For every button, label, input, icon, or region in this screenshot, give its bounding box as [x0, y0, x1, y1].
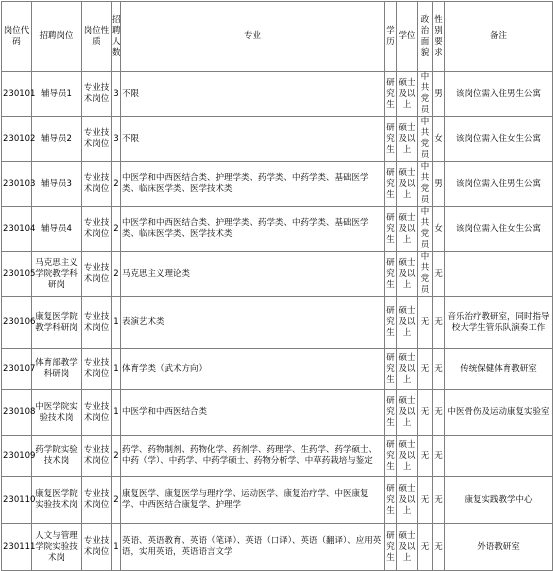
remarks-cell: 康复实践教学中心 [445, 477, 553, 524]
table-row [2, 390, 553, 436]
degree-cell: 硕士及以上 [397, 524, 418, 571]
major-cell: 药学、药物制剂、药物化学、药剂学、药理学、生药学、药学硕士、中药（学）、中药学、中药学硕士、药物分析学、中草药栽培与鉴定 [121, 436, 385, 477]
political-cell: 中共党员 [418, 117, 433, 162]
nature-cell: 专业技术岗位 [82, 72, 112, 117]
table-row [2, 477, 553, 524]
table-row [2, 207, 553, 252]
education-cell: 研究生 [385, 390, 397, 436]
political-cell: 中共党员 [418, 252, 433, 297]
gender-cell: 女 [433, 117, 445, 162]
code-cell: 230111 [2, 524, 32, 571]
nature-cell: 专业技术岗位 [82, 117, 112, 162]
political-cell: 中共党员 [418, 207, 433, 252]
count-cell: 2 [112, 477, 121, 524]
table-row [2, 162, 553, 207]
nature-cell: 专业技术岗位 [82, 477, 112, 524]
education-cell: 研究生 [385, 436, 397, 477]
nature-cell: 专业技术岗位 [82, 162, 112, 207]
political-cell: 中共党员 [418, 162, 433, 207]
education-cell: 研究生 [385, 162, 397, 207]
major-cell: 马克思主义理论类 [121, 252, 385, 297]
header-gender: 性别要求 [433, 2, 445, 72]
count-cell: 2 [112, 252, 121, 297]
recruitment-table [1, 1, 553, 571]
post-cell: 辅导员1 [32, 72, 82, 117]
nature-cell: 专业技术岗位 [82, 349, 112, 390]
code-cell: 230107 [2, 349, 32, 390]
post-cell: 康复医学院实验技术岗 [32, 477, 82, 524]
gender-cell: 男 [433, 162, 445, 207]
remarks-cell: 传统保健体育教研室 [445, 349, 553, 390]
major-cell: 英语、英语教育、英语（笔译）、英语（口译）、英语（翻译）、应用英语，实用英语，英语语言文学 [121, 524, 385, 571]
post-cell: 中医学院实验技术岗 [32, 390, 82, 436]
education-cell: 研究生 [385, 252, 397, 297]
degree-cell: 硕士及以上 [397, 117, 418, 162]
code-cell: 230109 [2, 436, 32, 477]
education-cell: 研究生 [385, 207, 397, 252]
remarks-cell: 该岗位需入住男生公寓 [445, 72, 553, 117]
education-cell: 研究生 [385, 349, 397, 390]
table-row [2, 436, 553, 477]
education-cell: 研究生 [385, 72, 397, 117]
post-cell: 体育部教学科研岗 [32, 349, 82, 390]
education-cell: 研究生 [385, 524, 397, 571]
code-cell: 230104 [2, 207, 32, 252]
political-cell: 无 [418, 477, 433, 524]
code-cell: 230110 [2, 477, 32, 524]
education-cell: 研究生 [385, 477, 397, 524]
political-cell: 中共党员 [418, 72, 433, 117]
degree-cell: 硕士及以上 [397, 349, 418, 390]
remarks-cell: 外语教研室 [445, 524, 553, 571]
header-major: 专业 [121, 2, 385, 72]
header-count: 招聘人数 [112, 2, 121, 72]
table-row [2, 349, 553, 390]
header-education: 学历 [385, 2, 397, 72]
remarks-cell [445, 252, 553, 297]
degree-cell: 硕士及以上 [397, 297, 418, 349]
gender-cell: 男 [433, 72, 445, 117]
table-row [2, 72, 553, 117]
header-political: 政治面貌 [418, 2, 433, 72]
degree-cell: 硕士及以上 [397, 477, 418, 524]
gender-cell: 无 [433, 252, 445, 297]
code-cell: 230106 [2, 297, 32, 349]
header-remarks: 备注 [445, 2, 553, 72]
header-degree: 学位 [397, 2, 418, 72]
post-cell: 药学院实验技术岗 [32, 436, 82, 477]
table-row [2, 252, 553, 297]
political-cell: 无 [418, 349, 433, 390]
header-nature: 岗位性质 [82, 2, 112, 72]
header-post: 招聘岗位 [32, 2, 82, 72]
count-cell: 2 [112, 207, 121, 252]
major-cell: 康复医学、康复医学与理疗学、运动医学、康复治疗学、中医康复学、中西医结合康复学、护理学 [121, 477, 385, 524]
major-cell: 不限 [121, 72, 385, 117]
remarks-cell: 中医骨伤及运动康复实验室 [445, 390, 553, 436]
major-cell: 中医学和中西医结合类 [121, 390, 385, 436]
post-cell: 辅导员4 [32, 207, 82, 252]
degree-cell: 硕士及以上 [397, 72, 418, 117]
count-cell: 1 [112, 297, 121, 349]
count-cell: 1 [112, 349, 121, 390]
gender-cell: 无 [433, 349, 445, 390]
post-cell: 人文与管理学院实验技术岗 [32, 524, 82, 571]
remarks-cell [445, 436, 553, 477]
political-cell: 无 [418, 297, 433, 349]
major-cell: 表演艺术类 [121, 297, 385, 349]
header-code: 岗位代码 [2, 2, 32, 72]
gender-cell: 无 [433, 297, 445, 349]
degree-cell: 硕士及以上 [397, 162, 418, 207]
gender-cell: 无 [433, 477, 445, 524]
political-cell: 无 [418, 390, 433, 436]
count-cell: 1 [112, 390, 121, 436]
major-cell: 不限 [121, 117, 385, 162]
major-cell: 中医学和中西医结合类、护理学类、药学类、中药学类、基础医学类、临床医学类、医学技术类 [121, 207, 385, 252]
code-cell: 230101 [2, 72, 32, 117]
count-cell: 3 [112, 117, 121, 162]
remarks-cell: 音乐治疗教研室，同时指导校大学生管乐队演奏工作 [445, 297, 553, 349]
post-cell: 马克思主义学院教学科研岗 [32, 252, 82, 297]
code-cell: 230103 [2, 162, 32, 207]
post-cell: 辅导员2 [32, 117, 82, 162]
remarks-cell: 该岗位需入住女生公寓 [445, 117, 553, 162]
degree-cell: 硕士及以上 [397, 436, 418, 477]
nature-cell: 专业技术岗位 [82, 524, 112, 571]
count-cell: 2 [112, 436, 121, 477]
nature-cell: 专业技术岗位 [82, 207, 112, 252]
remarks-cell: 该岗位需入住男生公寓 [445, 162, 553, 207]
remarks-cell: 该岗位需入住女生公寓 [445, 207, 553, 252]
nature-cell: 专业技术岗位 [82, 390, 112, 436]
header-row [2, 2, 553, 72]
political-cell: 无 [418, 436, 433, 477]
major-cell: 中医学和中西医结合类、护理学类、药学类、中药学类、基础医学类、临床医学类、医学技术类 [121, 162, 385, 207]
post-cell: 辅导员3 [32, 162, 82, 207]
gender-cell: 女 [433, 207, 445, 252]
code-cell: 230108 [2, 390, 32, 436]
major-cell: 体育学类（武术方向） [121, 349, 385, 390]
degree-cell: 硕士及以上 [397, 252, 418, 297]
table-row [2, 117, 553, 162]
post-cell: 康复医学院教学科研岗 [32, 297, 82, 349]
degree-cell: 硕士及以上 [397, 207, 418, 252]
gender-cell: 无 [433, 524, 445, 571]
gender-cell: 无 [433, 436, 445, 477]
count-cell: 1 [112, 524, 121, 571]
degree-cell: 硕士及以上 [397, 390, 418, 436]
political-cell: 无 [418, 524, 433, 571]
code-cell: 230102 [2, 117, 32, 162]
education-cell: 研究生 [385, 297, 397, 349]
nature-cell: 专业技术岗位 [82, 252, 112, 297]
count-cell: 2 [112, 162, 121, 207]
nature-cell: 专业技术岗位 [82, 436, 112, 477]
count-cell: 3 [112, 72, 121, 117]
nature-cell: 专业技术岗位 [82, 297, 112, 349]
table-row [2, 524, 553, 571]
code-cell: 230105 [2, 252, 32, 297]
education-cell: 研究生 [385, 117, 397, 162]
gender-cell: 无 [433, 390, 445, 436]
table-row [2, 297, 553, 349]
